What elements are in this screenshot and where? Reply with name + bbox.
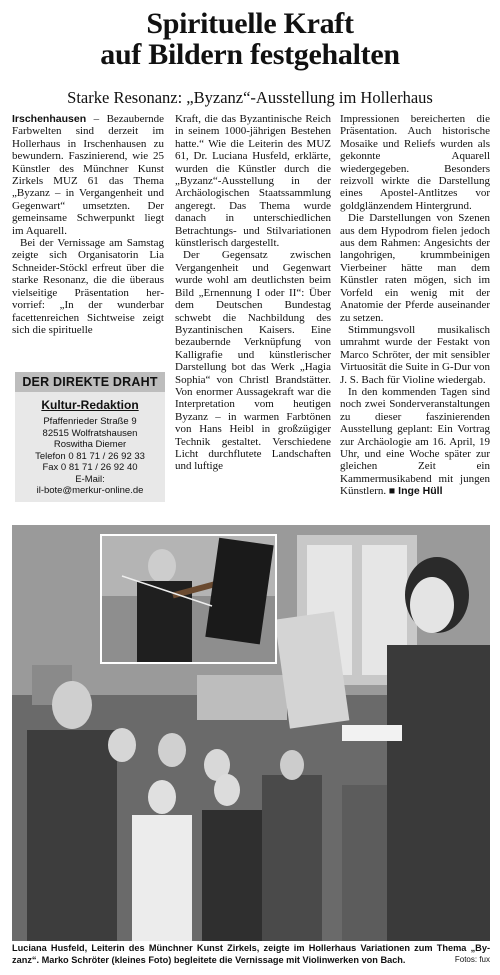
info-box-city: 82515 Wolfratshausen [42,427,138,439]
paragraph: Der Gegensatz zwischen Vergangenheit und Gegenwart wurde wohl am deutlichsten beim Bild „Ernennung I oder II“: Über dem Deutschen Bundestag schwebt die Nachbildung des Byzantinischen Kaisers. Eine bezaubernde Verknüpfung von Kalligrafie und künstlerischer Darstellung bot das Werk „Hagia Sophia“ von Christl Brandstätter. Von enormer Aussagekraft war die Interpretation vom heutigen Byzanz – in warmen Farbtönen von Hans Heibl in großzügiger Technik gestaltet. Verschiedene Licht durchflutete Landschaften und luftige [175,249,331,473]
paragraph: Bei der Vernissage am Samstag zeigte sich Organisatorin Lia Schneider-Stöckl erfreut über die starke Resonanz, die die überaus vielseitige Präsentation hervorrief: „In der wunderbar facettenreichen Sichtweise zeigt sich die spirituelle [12,237,164,336]
violinist-image [102,536,275,662]
headline-line-2: auf Bildern festgehalten [100,38,400,71]
paragraph: Impressionen bereicherten die Präsentation. Auch historische Mosaike und Reliefs wurden als gekonnte Aquarell wiedergegeben. Besonders reizvoll wirkte die Darstellung eines Apostel-Antlitzes vor goldglänzendem Hintergrund. [340,113,490,212]
headline-line-1: Spirituelle Kraft [146,7,354,40]
photo-caption: Luciana Husfeld, Leiterin des Münchner Kunst Zirkels, zeigte im Hollerhaus Variationen zum Thema „Byzanz“. Marko Schröter (kleines Foto) begleitete die Vernissage mit Violinwerken von Bach. [12,943,490,965]
info-box-email-label: E-Mail: [75,473,105,485]
photo-credit: Fotos: fux [454,955,490,964]
contact-info-box [15,372,165,502]
info-box-street: Pfaffenrieder Straße 9 [43,416,137,427]
paragraph: Irschenhausen – Bezaubernde Farbwelten sind derzeit im Hollerhaus in Irschenhausen zu bewundern. Faszinierend, wie 25 Künstler des Münchner Kunst Zirkels MUZ 61 das Thema „Byzanz – in Vergangenheit und Gegenwart“ umsetzten. Der gemeinsame Schwerpunkt liegt im Aquarell. [12,113,164,237]
article-column-3 [340,113,490,498]
info-box-header: DER DIREKTE DRAHT [15,372,165,392]
inset-photo-violinist [100,534,277,664]
article-column-1 [12,113,164,336]
info-box-title: Kultur-Redaktion [41,398,139,412]
dateline: Irschenhausen [12,113,87,125]
info-box-person: Roswitha Diemer [53,439,127,450]
subheadline: Starke Resonanz: „Byzanz“-Ausstellung im Hollerhaus [67,88,433,107]
info-box-fax: Fax 0 81 71 / 26 92 40 [42,462,138,473]
paragraph: In den kommenden Tagen sind noch zwei Sonderveranstaltungen zu dieser faszinierenden Ausstellung geplant: Ein Vortrag zur Archäologie am 16. April, 19 Uhr, und eine Woche später zur gleichen Zeit ein Kammermusikabend mit jungen Künstlern. ■ Inge Hüll [340,385,490,498]
article-column-2 [175,113,331,473]
info-box-phone: Telefon 0 81 71 / 26 92 33 [35,450,145,462]
info-box-email[interactable]: il-bote@merkur-online.de [36,485,144,496]
paragraph: Die Darstellungen von Szenen aus dem Hypodrom fielen jedoch aus dem Rahmen: Angesichts der langohrigen, krummbeinigen Vierbeiner hätte man dem Künstler raten mögen, sich im Vorfeld ein wenig mit der Anatomie der Pferde auseinander zu setzen. [340,212,490,324]
paragraph: Stimmungsvoll musikalisch umrahmt wurde der Festakt von Marco Schröter, der mit sensibler Virtuosität die Suite in G-Dur von J. S. Bach für Violine wiedergab. [340,323,490,386]
author-byline: ■ Inge Hüll [388,485,443,498]
paragraph: Kraft, die das Byzantinische Reich in seinem 1000-jährigen Bestehen hatte.“ Wie die Leiterin des MUZ 61, Dr. Luciana Husfeld, erklärte, wurden die Künstler durch die „Byzanz“-Ausstellung in der Archäologischen Staatssammlung angeregt. Das Thema wurde danach in unterschiedlichen Betrachtungs- und Stilvariationen künstlerisch dargestellt. [175,113,331,250]
headline [0,8,500,70]
